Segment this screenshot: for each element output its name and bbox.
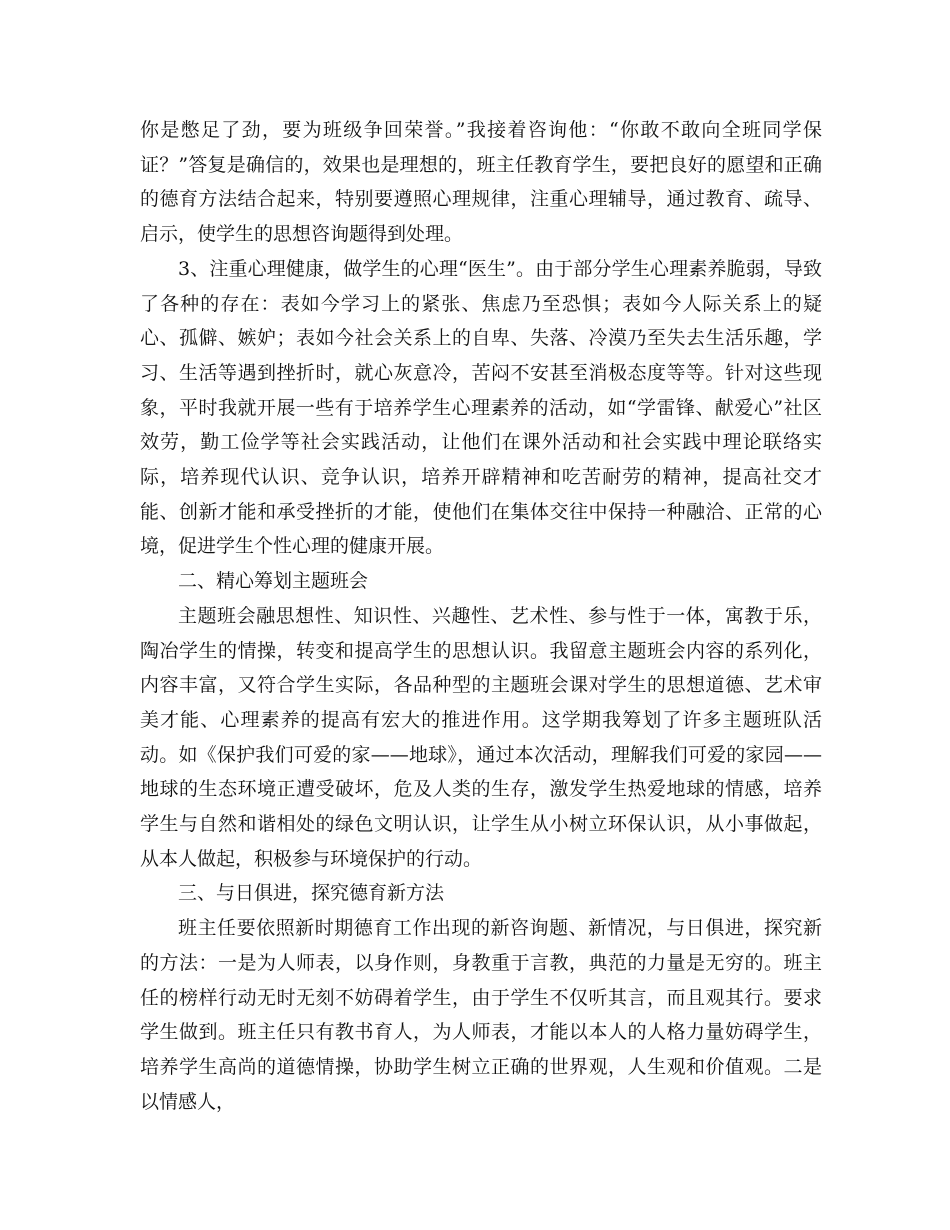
section-heading-new-methods: 三、与日俱进，探究德育新方法 <box>178 882 445 905</box>
paragraph-continuation: 你是憋足了劲，要为班级争回荣誉。”我接着咨询他：“你敢不敢向全班同学保证？”答复是确信的，效果也是理想的，班主任教育学生，要把良好的愿望和正确的德育方法结合起来，特别要遵照心理规律，注重心理辅导，通过教育、疏导、启示，使学生的思想咨询题得到处理。 <box>140 119 822 246</box>
body-text <box>140 113 822 1119</box>
section-heading-class-meeting: 二、精心筹划主题班会 <box>178 570 369 593</box>
paragraph-mental-health: 3、注重心理健康，做学生的心理“医生”。由于部分学生心理素养脆弱，导致了各种的存在：表如今学习上的紧张、焦虑乃至恐惧；表如今人际关系上的疑心、孤僻、嫉妒；表如今社会关系上的自卑、失落、冷漠乃至失去生活乐趣，学习、生活等遇到挫折时，就心灰意冷，苦闷不安甚至消极态度等等。针对这些现象，平时我就开展一些有于培养学生心理素养的活动，如“学雷锋、献爱心”社区效劳，勤工俭学等社会实践活动，让他们在课外活动和社会实践中理论联络实际，培养现代认识、竞争认识，培养开辟精神和吃苦耐劳的精神，提高社交才能、创新才能和承受挫折的才能，使他们在集体交往中保持一种融洽、正常的心境，促进学生个性心理的健康开展。 <box>140 257 822 558</box>
paragraph-class-meeting: 主题班会融思想性、知识性、兴趣性、艺术性、参与性于一体，寓教于乐，陶冶学生的情操，转变和提高学生的思想认识。我留意主题班会内容的系列化，内容丰富，又符合学生实际，各品种型的主题班会课对学生的思想道德、艺术审美才能、心理素养的提高有宏大的推进作用。这学期我筹划了许多主题班队活动。如《保护我们可爱的家——地球》，通过本次活动，理解我们可爱的家园——地球的生态环境正遭受破坏，危及人类的生存，激发学生热爱地球的情感，培养学生与自然和谐相处的绿色文明认识，让学生从小树立环保认识，从小事做起，从本人做起，积极参与环境保护的行动。 <box>140 604 822 870</box>
paragraph-new-methods: 班主任要依照新时期德育工作出现的新咨询题、新情况，与日俱进，探究新的方法：一是为人师表，以身作则，身教重于言教，典范的力量是无穷的。班主任的榜样行动无时无刻不妨碍着学生，由于学生不仅听其言，而且观其行。要求学生做到。班主任只有教书育人，为人师表，才能以本人的人格力量妨碍学生，培养学生高尚的道德情操，协助学生树立正确的世界观，人生观和价值观。二是以情感人， <box>140 917 822 1113</box>
